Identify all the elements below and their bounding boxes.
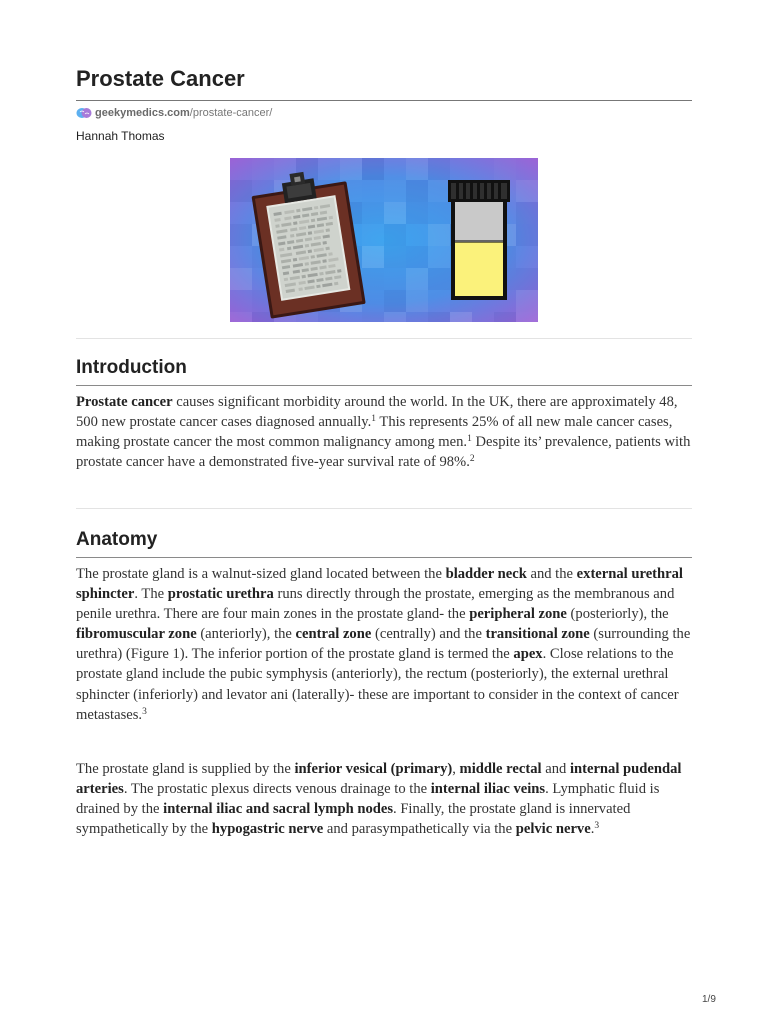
heading-divider <box>76 385 692 386</box>
key-term: transitional zone <box>485 626 590 643</box>
key-term: external urethral sphincter <box>76 566 683 603</box>
specimen-jar-icon <box>448 180 510 300</box>
key-term: internal pudendal arteries <box>76 761 682 798</box>
source-domain[interactable]: geekymedics.com <box>95 107 190 119</box>
key-term: internal iliac and sacral lymph nodes <box>163 801 394 818</box>
anatomy-paragraph-2: The prostate gland is supplied by the inferior vesical (primary), middle rectal and internal pudendal arteries. The prostatic plexus directs venous drainage to the internal iliac veins. Lymphatic fluid is drained by the internal iliac and sacral lymph nodes. Finally, the prostate gland is innervated sympathetically by the hypogastric nerve and parasympathetically via the pelvic nerve.$^3$ <box>76 761 682 838</box>
key-term: apex <box>513 646 543 663</box>
key-term: Prostate cancer <box>76 394 173 410</box>
key-term: hypogastric nerve <box>211 821 324 838</box>
source-path[interactable]: /prostate-cancer/ <box>189 107 273 119</box>
anatomy-paragraph-1: The prostate gland is a walnut-sized gland located between the bladder neck and the external urethral sphincter. The prostatic urethra runs directly through the prostate, emerging as the membranous and penile urethra. There are four main zones in the prostate gland- the peripheral zone (posteriorly), the fibromuscular zone (anteriorly), the central zone (centrally) and the transitional zone (surrounding the urethra) (Figure 1). The inferior portion of the prostate gland is termed the apex. Close relations to the prostate gland include the pubic symphysis (anteriorly), the rectum (posteriorly), the external urethral sphincter (inferiorly) and levator ani (laterally)- these are important to consider in the context of cancer metastases.$^3$ <box>76 566 691 723</box>
key-term: peripheral zone <box>469 606 567 623</box>
reference-marker: 1 <box>467 434 472 445</box>
intro-paragraph: Prostate cancer causes significant morbidity around the world. In the UK, there are approximately 48, 500 new prostate cancer cases diagnosed annually.$^1$ This represents 25% of all new male cancer cases, making prostate cancer the most common malignancy among men.$^1$ Despite its’ prevalence, patients with prostate cancer have a demonstrated five-year survival rate of 98%.$^2$ <box>76 394 691 471</box>
reference-marker: 2 <box>469 454 475 465</box>
key-term: prostatic urethra <box>167 586 274 603</box>
page-number: 1/9 <box>702 994 716 1005</box>
key-term: inferior vesical (primary) <box>294 761 453 777</box>
section-heading-introduction: Introduction <box>76 357 187 378</box>
key-term: bladder neck <box>445 566 527 582</box>
brain-icon <box>76 107 92 119</box>
reference-marker: 1 <box>371 414 377 425</box>
key-term: central zone <box>295 626 372 643</box>
reference-marker: 3 <box>142 706 147 717</box>
hero-illustration <box>230 158 538 322</box>
title-divider <box>76 100 692 101</box>
section-separator <box>76 508 692 509</box>
author-name: Hannah Thomas <box>76 129 165 143</box>
key-term: middle rectal <box>459 761 542 777</box>
source-link[interactable] <box>76 106 272 120</box>
section-separator <box>76 338 692 339</box>
key-term: internal iliac veins <box>430 781 546 798</box>
heading-divider <box>76 557 692 558</box>
key-term: pelvic nerve <box>515 821 591 838</box>
key-term: fibromuscular zone <box>76 626 197 643</box>
reference-marker: 3 <box>594 821 600 832</box>
section-heading-anatomy: Anatomy <box>76 529 158 550</box>
page-title: Prostate Cancer <box>76 66 245 91</box>
